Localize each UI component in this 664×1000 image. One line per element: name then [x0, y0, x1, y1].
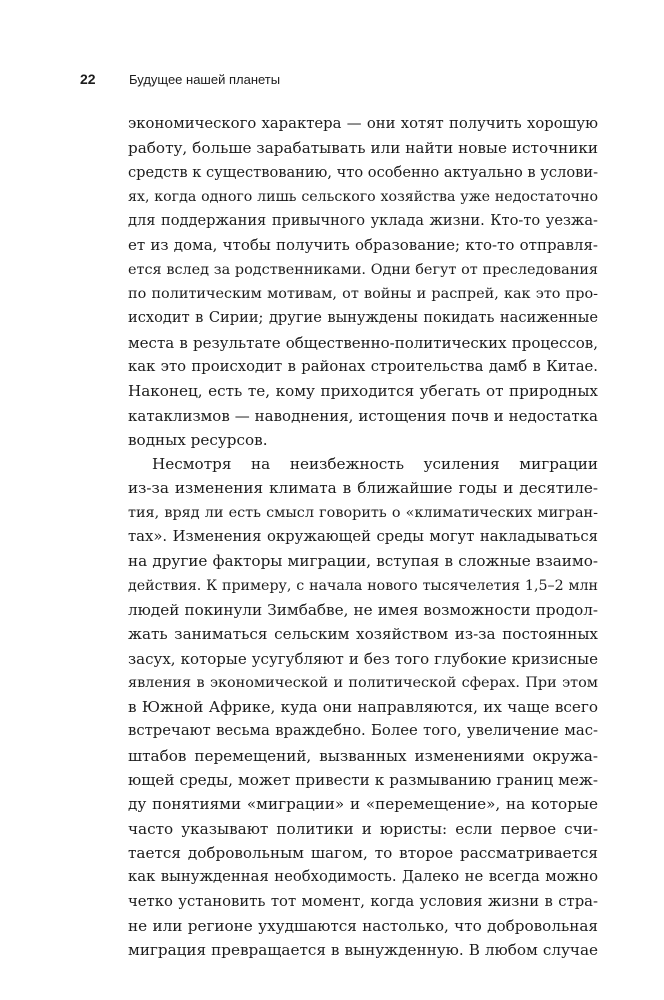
text-line: засух, которые усугубляют и без того глубокие кризисные: [128, 649, 598, 668]
text-line: водных ресурсов.: [128, 430, 268, 449]
text-line: тах». Изменения окружающей среды могут накладываться: [128, 528, 598, 546]
text-line: встречают весьма враждебно. Более того, увеличение мас-: [128, 722, 598, 740]
text-line: для поддержания привычного уклада жизни. Кто-то уезжа-: [128, 212, 598, 230]
paragraph-1: [128, 112, 598, 452]
text-line: как вынужденная необходимость. Далеко не всегда можно: [128, 868, 598, 886]
text-line: тия, вряд ли есть смысл говорить о «климатических мигран-: [128, 504, 598, 521]
text-line: работу, больше зарабатывать или найти новые источники: [128, 139, 598, 158]
text-line: миграция превращается в вынужденную. В любом случае: [128, 941, 598, 960]
text-line: четко установить тот момент, когда условия жизни в стра-: [128, 892, 598, 910]
text-line: Несмотря на неизбежность усиления миграции: [152, 455, 598, 474]
text-line: людей покинули Зимбабве, не имея возможности продол-: [128, 600, 598, 619]
text-line: ях, когда одного лишь сельского хозяйства уже недостаточно: [128, 188, 598, 205]
text-line: явления в экономической и политической сферах. При этом: [128, 674, 598, 691]
text-line: ется вслед за родственниками. Одни бегут от преследования: [128, 261, 598, 278]
paragraph-2: [128, 452, 598, 962]
text-line: катаклизмов — наводнения, истощения почв и недостатка: [128, 406, 598, 425]
text-line: в Южной Африке, куда они направляются, их чаще всего: [128, 698, 598, 717]
text-line: средств к существованию, что особенно актуально в услови-: [128, 163, 598, 181]
text-line: штабов перемещений, вызванных изменениями окружа-: [128, 746, 598, 765]
text-line: места в результате общественно-политических процессов,: [128, 333, 598, 352]
text-line: по политическим мотивам, от войны и распрей, как это про-: [128, 286, 598, 303]
text-line: часто указывают политики и юристы: если первое счи-: [128, 819, 598, 838]
body-text: [128, 112, 598, 962]
page-number: 22: [80, 71, 96, 87]
text-line: исходит в Сирии; другие вынуждены покидать насиженные: [128, 309, 598, 327]
text-line: действия. К примеру, с начала нового тысячелетия 1,5–2 млн: [128, 577, 598, 594]
text-line: на другие факторы миграции, вступая в сложные взаимо-: [128, 552, 598, 571]
running-title: Будущее нашей планеты: [129, 72, 281, 87]
text-line: жать заниматься сельским хозяйством из-за постоянных: [128, 625, 598, 644]
text-line: ет из дома, чтобы получить образование; кто-то отправля-: [128, 236, 598, 255]
text-line: Наконец, есть те, кому приходится убегать от природных: [128, 382, 598, 401]
text-line: как это происходит в районах строительства дамб в Китае.: [128, 357, 598, 375]
text-line: тается добровольным шагом, то второе рассматривается: [128, 843, 598, 862]
text-line: ющей среды, может привести к размыванию границ меж-: [128, 771, 598, 790]
text-line: ду понятиями «миграции» и «перемещение», на которые: [128, 795, 598, 814]
text-line: не или регионе ухудшаются настолько, что добровольная: [128, 916, 598, 935]
text-line: экономического характера — они хотят получить хорошую: [128, 115, 598, 132]
page-header: [80, 71, 280, 87]
text-line: из-за изменения климата в ближайшие годы и десятиле-: [128, 479, 598, 498]
